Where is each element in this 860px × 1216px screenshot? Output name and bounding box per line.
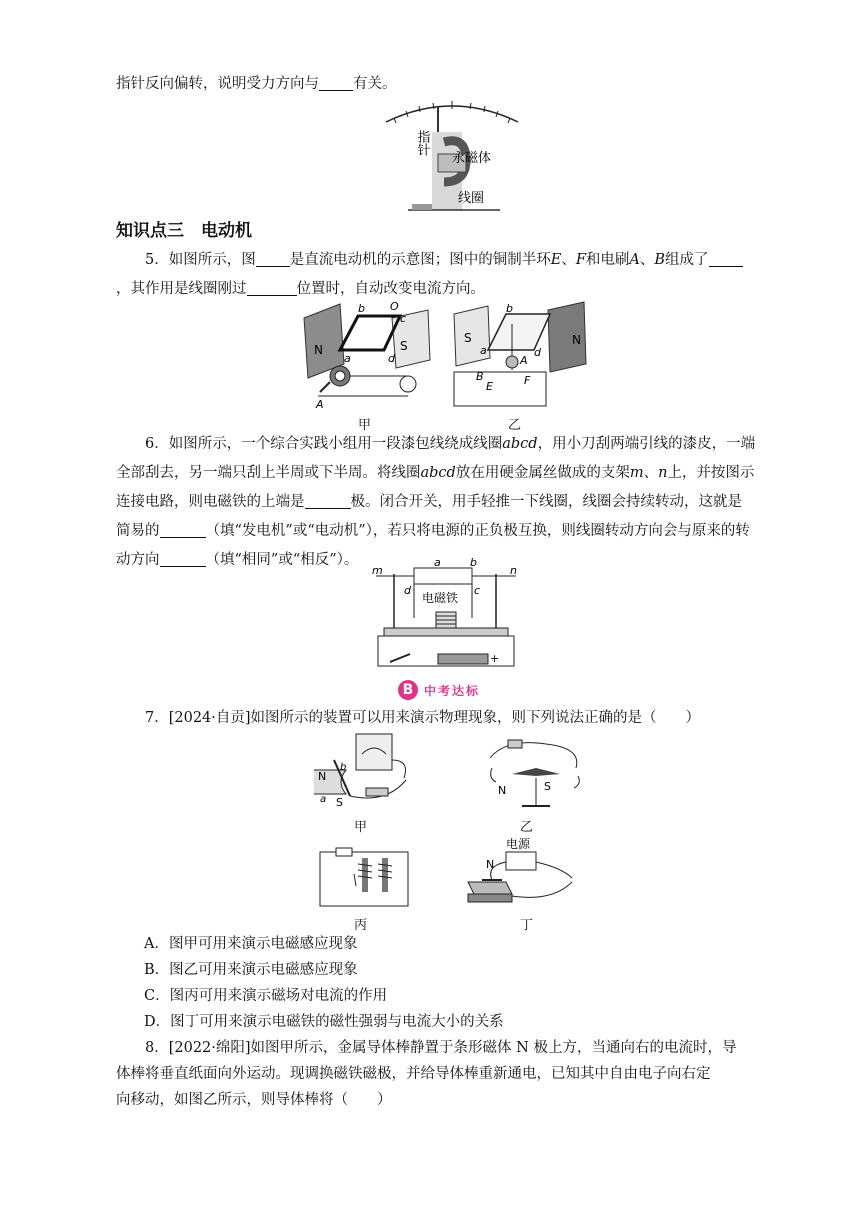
caption-jia: 甲: [358, 418, 372, 433]
svg-text:O: O: [390, 300, 399, 313]
question-8-line1: 8．[2022·绵阳]如图甲所示，金属导体棒静置于条形磁体 N 极上方，当通向右的电流时，导: [145, 1040, 737, 1056]
figure-q7-ding: [462, 838, 586, 914]
question-8-line3: 向移动，如图乙所示，则导体棒将（ ）: [116, 1092, 392, 1108]
svg-text:N: N: [314, 343, 323, 357]
answer-blank[interactable]: [709, 249, 743, 267]
figure-motor-jia: [300, 300, 436, 412]
label-magnet: 永磁体: [452, 151, 492, 166]
figure-galvanometer: [382, 92, 522, 216]
svg-text:N: N: [486, 858, 495, 871]
caption-q7-jia: 甲: [354, 820, 368, 835]
svg-text:电磁铁: 电磁铁: [422, 591, 459, 605]
option-b[interactable]: B．图乙可用来演示电磁感应现象: [144, 962, 358, 978]
option-a[interactable]: A．图甲可用来演示电磁感应现象: [144, 936, 358, 952]
svg-text:a: a: [434, 558, 441, 569]
svg-text:电源: 电源: [506, 838, 531, 851]
answer-blank[interactable]: [160, 549, 206, 567]
figure-motor-yi: [450, 300, 590, 412]
answer-blank[interactable]: [247, 278, 297, 296]
svg-text:E: E: [486, 380, 493, 393]
question-5: 5．如图所示，图 是直流电动机的示意图；图中的铜制半环E、F和电刷A、B组成了，其作用是线圈刚过 位置时，自动改变电流方向。: [116, 246, 756, 304]
svg-text:A: A: [316, 398, 324, 411]
svg-text:d: d: [388, 352, 395, 365]
option-d[interactable]: D．图丁可用来演示电磁铁的磁性强弱与电流大小的关系: [144, 1014, 504, 1030]
svg-text:b: b: [340, 762, 347, 773]
top-line: 指针反向偏转，说明受力方向与 有关。: [116, 70, 756, 99]
badge-text: 中考达标: [424, 683, 481, 698]
question-7: 7．[2024·自贡]如图所示的装置可以用来演示物理现象，则下列说法正确的是（ ）: [145, 710, 701, 726]
caption-q7-ding: 丁: [520, 918, 534, 933]
svg-text:m: m: [372, 564, 383, 577]
svg-text:b: b: [358, 302, 365, 315]
svg-text:n: n: [510, 564, 517, 577]
svg-text:b: b: [470, 558, 477, 569]
caption-q7-yi: 乙: [520, 820, 534, 835]
option-c[interactable]: C．图丙可用来演示磁场对电流的作用: [144, 988, 388, 1004]
svg-text:B: B: [476, 370, 484, 383]
svg-text:N: N: [318, 770, 327, 783]
badge-letter: B: [398, 680, 418, 700]
svg-text:F: F: [524, 374, 531, 387]
figure-q7-jia: [306, 730, 416, 814]
svg-text:S: S: [400, 339, 408, 353]
figure-q7-yi: [486, 738, 586, 814]
svg-text:N: N: [572, 333, 581, 347]
svg-text:S: S: [464, 331, 472, 345]
svg-text:+: +: [490, 652, 500, 665]
answer-blank[interactable]: [319, 73, 353, 91]
answer-blank[interactable]: [305, 491, 351, 509]
svg-text:b: b: [506, 302, 513, 315]
answer-blank[interactable]: [160, 520, 206, 538]
svg-text:a: a: [344, 352, 351, 365]
svg-text:N: N: [498, 784, 507, 797]
svg-text:a: a: [480, 344, 487, 357]
svg-text:c: c: [474, 584, 481, 597]
svg-text:S: S: [544, 780, 551, 793]
svg-text:d: d: [404, 584, 411, 597]
svg-text:S: S: [336, 796, 343, 809]
label-coil: 线圈: [458, 191, 485, 206]
figure-simple-motor: [370, 558, 520, 678]
answer-blank[interactable]: [256, 249, 290, 267]
question-8-line2: 体棒将垂直纸面向外运动。现调换磁铁磁极，并给导体棒重新通电，已知其中自由电子向右定: [116, 1066, 711, 1082]
question-6: 6．如图所示，一个综合实践小组用一段漆包线绕成线圈abcd，用小刀刮两端引线的漆皮，一端全部刮去，另一端只刮上半周或下半周。将线圈abcd放在用硬金属丝做成的支架m、n上，并按图示连接电路，则电磁铁的上端是 极。闭合开关，用手轻推一下线圈，线圈会持续转动，这就是简易的 （填“发电机”或“电动机”），若只将电源的正负极互换，则线圈转动方向会与原来的转动方向 （填“相同”或“相反”）。: [116, 436, 756, 568]
svg-text:A: A: [520, 354, 528, 367]
svg-text:c: c: [400, 312, 407, 325]
svg-text:d: d: [534, 346, 541, 359]
label-pointer: 指针: [414, 130, 430, 156]
svg-text:a: a: [320, 794, 327, 805]
section-badge: [398, 680, 480, 700]
figure-q7-bing: [316, 844, 412, 910]
section-heading: 知识点三 电动机: [116, 221, 252, 241]
caption-yi: 乙: [508, 418, 522, 433]
caption-q7-bing: 丙: [354, 918, 368, 933]
